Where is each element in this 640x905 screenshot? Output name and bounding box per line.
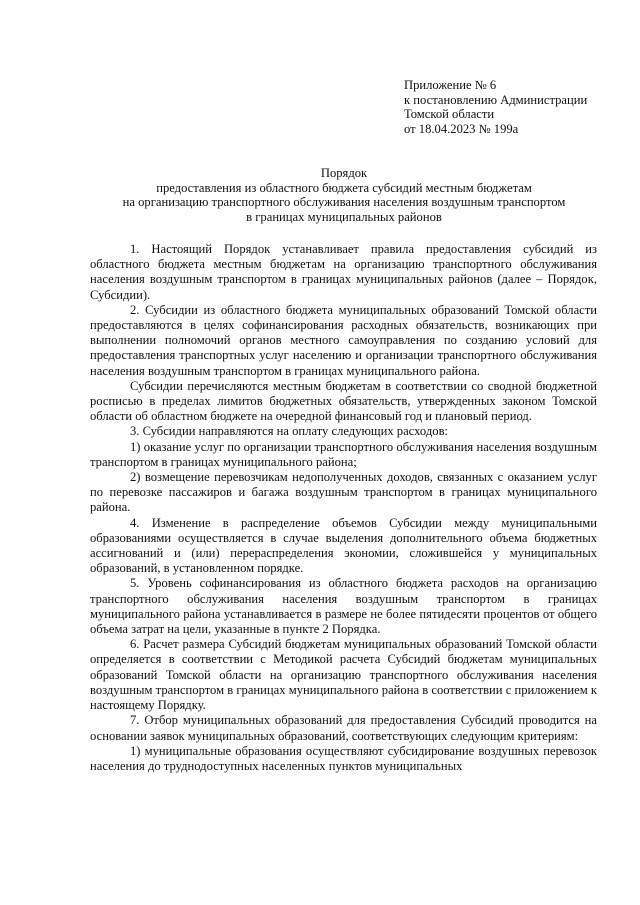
appendix-line: к постановлению Администрации	[404, 92, 588, 107]
paragraph: 1) оказание услуг по организации транспортного обслуживания населения воздушным транспортом в границах муниципального района;	[90, 439, 597, 469]
paragraph: 6. Расчет размера Субсидий бюджетам муниципальных образований Томской области определяется в соответствии с Методикой расчета Субсидий бюджетам муниципальных образований Томской области на организацию транспортного обслуживания населения воздушным транспортом в границах муниципального района в соответствии с приложением к настоящему Порядку.	[90, 637, 597, 713]
paragraph: 2) возмещение перевозчикам недополученных доходов, связанных с оказанием услуг по перевозке пассажиров и багажа воздушным транспортом в границах муниципального района.	[90, 470, 597, 515]
paragraph: 2. Субсидии из областного бюджета муниципальных образований Томской области предоставляются в целях софинансирования расходных обязательств, возникающих при выполнении полномочий органов местного самоуправления по созданию условий для предоставления транспортных услуг населению и организации транспортного обслуживания населения воздушным транспортом в границах муниципального района.	[90, 302, 597, 378]
paragraph: 7. Отбор муниципальных образований для предоставления Субсидий проводится на основании заявок муниципальных образований, соответствующих следующим критериям:	[90, 713, 597, 743]
title-line: на организацию транспортного обслуживания населения воздушным транспортом	[122, 195, 566, 210]
paragraph: Субсидии перечисляются местным бюджетам в соответствии со сводной бюджетной росписью в пределах лимитов бюджетных обязательств, утвержденных законом Томской области об областном бюджете на очередной финансовый год и плановый период.	[90, 378, 597, 424]
paragraph: 1. Настоящий Порядок устанавливает правила предоставления субсидий из областного бюджета местным бюджетам на организацию транспортного обслуживания населения воздушным транспортом в границах муниципальных районов (далее – Порядок, Субсидии).	[90, 242, 597, 302]
appendix-line: от 18.04.2023 № 199а	[404, 121, 519, 136]
title-line: в границах муниципальных районов	[246, 209, 442, 224]
paragraph: 5. Уровень софинансирования из областного бюджета расходов на организацию транспортного обслуживания населения воздушным транспортом в границах муниципального района устанавливается в размере не более пятидесяти процентов от общего объема затрат на цели, указанные в пункте 2 Порядка.	[90, 576, 597, 637]
appendix-line: Приложение № 6	[404, 78, 497, 92]
title-heading: Порядок	[320, 166, 368, 180]
paragraph: 4. Изменение в распределение объемов Субсидии между муниципальными образованиями осуществляется в случае выделения дополнительного объема бюджетных ассигнований и (или) перераспределения экономии, сложившейся у муниципальных образований, в установленном порядке.	[90, 515, 597, 576]
title-line: предоставления из областного бюджета субсидий местным бюджетам	[156, 180, 532, 195]
appendix-line: Томской области	[404, 107, 495, 122]
paragraph: 1) муниципальные образования осуществляют субсидирование воздушных перевозок населения до труднодоступных населенных пунктов муниципальных	[90, 743, 597, 773]
document-body	[90, 242, 597, 774]
appendix-note	[404, 78, 624, 136]
paragraph: 3. Субсидии направляются на оплату следующих расходов:	[130, 424, 449, 439]
document-title	[90, 166, 598, 224]
